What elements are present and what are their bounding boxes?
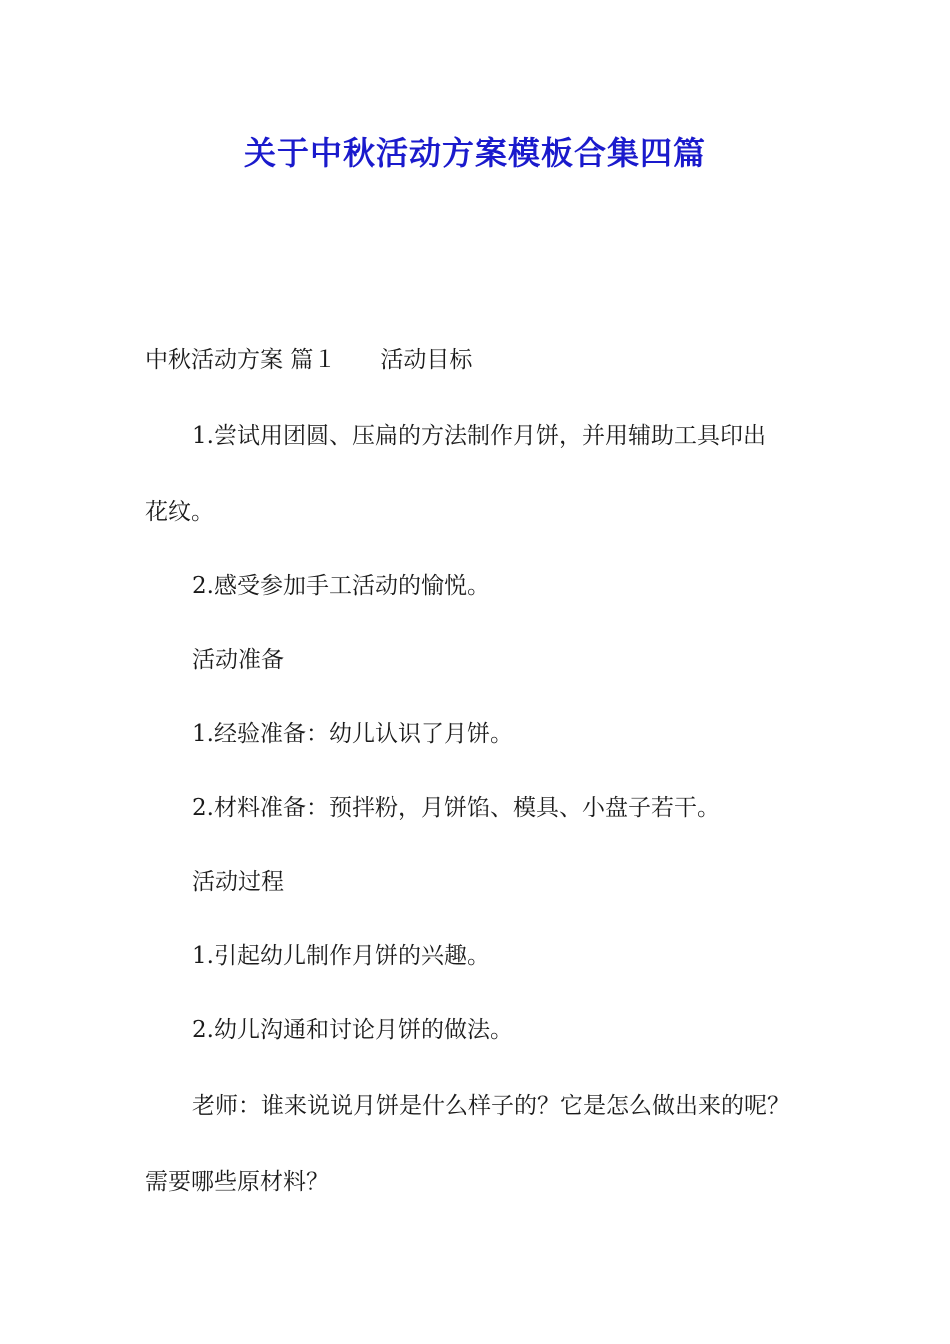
paragraph-line: 需要哪些原材料？ [145,1169,329,1195]
section-label: 活动过程 [192,869,284,895]
subheading: 活动目标 [380,347,473,373]
paragraph-line: 2.材料准备：预拌粉，月饼馅、模具、小盘子若干。 [192,795,720,821]
document-title: 关于中秋活动方案模板合集四篇 [243,134,706,172]
section-name: 中秋活动方案 [145,347,283,373]
paragraph-line: 2.感受参加手工活动的愉悦。 [192,573,490,599]
section-label: 活动准备 [192,647,284,673]
paragraph-line: 1.经验准备：幼儿认识了月饼。 [192,721,513,747]
paragraph-line: 老师：谁来说说月饼是什么样子的？它是怎么做出来的呢？ [192,1093,790,1119]
paragraph-line: 1.引起幼儿制作月饼的兴趣。 [192,943,490,969]
section-part: 篇１ [290,347,337,373]
section-heading-line [145,342,472,378]
paragraph-line: 2.幼儿沟通和讨论月饼的做法。 [192,1017,513,1043]
paragraph-line: 花纹。 [145,499,214,525]
paragraph-line: 1.尝试用团圆、压扁的方法制作月饼，并用辅助工具印出 [192,423,766,449]
